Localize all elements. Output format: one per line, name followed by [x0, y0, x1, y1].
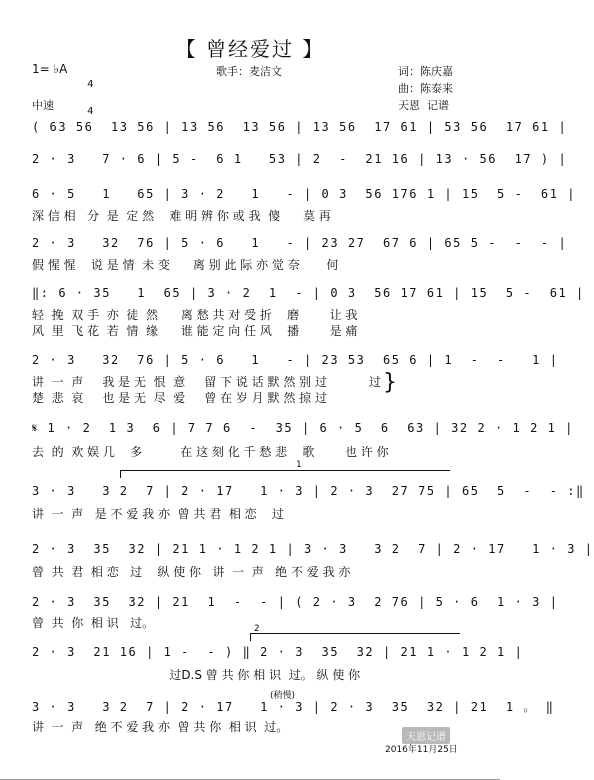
- notation-line: 2 · 3 21 16 | 1 - - ) ‖ 2 · 3 35 32 | 21 1 · 1 2 1 |: [32, 645, 524, 659]
- notation-line: 2 · 3 32 76 | 5 · 6 1 - | 23 53 65 6 | 1 - - 1 |: [32, 353, 559, 367]
- lyric-line: 风 里 飞 花 若 情 缘 谁 能 定 向 任 风 播 是 痛: [32, 324, 358, 338]
- volta-number-1: 1: [296, 460, 302, 470]
- watermark: 天恩记谱: [402, 727, 450, 744]
- lyric-line: 深 信 相 分 是 定 然 难 明 辨 你 或 我 傻 莫 再: [32, 209, 331, 223]
- lyric-line: 过D.S 曾 共 你 相 识 过。 纵 使 你: [32, 668, 361, 682]
- notation-line: 𝄋 1 · 2 1 3 6 | 7 7 6 - 35 | 6 · 5 6 63 | 32 2 · 1 2 1 |: [32, 421, 574, 435]
- volta-bracket-1-start: [120, 470, 121, 478]
- time-signature-top: 4: [87, 79, 94, 90]
- volta-number-2: 2: [254, 624, 260, 634]
- notation-line: ( 63 56 13 56 | 13 56 13 56 | 13 56 17 61 | 53 56 17 61 |: [32, 120, 568, 134]
- date-stamp: 2016年11月25日: [385, 745, 458, 755]
- notation-line: ‖: 6 · 35 1 65 | 3 · 2 1 - | 0 3 56 17 61 | 15 5 - 61 |: [32, 286, 585, 300]
- key-signature: 1= ♭A: [32, 62, 68, 76]
- lyric-line: 曾 共 君 相 恋 过 纵 使 你 讲 一 声 绝 不 爱 我 亦: [32, 565, 351, 579]
- lyric-brace: }: [383, 370, 397, 395]
- lyric-line: 讲 一 声 是 不 爱 我 亦 曾 共 君 相 恋 过: [32, 507, 284, 521]
- lyric-line: 轻 挽 双 手 亦 徒 然 离 愁 共 对 受 折 磨 让 我: [32, 308, 358, 322]
- composer: 曲：陈泰来: [398, 82, 453, 95]
- volta-bracket-2-start: [250, 633, 251, 641]
- notation-line: 3 · 3 3 2 7 | 2 · 17 1 · 3 | 2 · 3 35 32 | 21 1 。 ‖: [32, 700, 555, 714]
- singer: 歌手：麦洁文: [216, 65, 282, 78]
- notation-line: 2 · 3 32 76 | 5 · 6 1 - | 23 27 67 6 | 65 5 - - - |: [32, 236, 568, 250]
- volta-bracket-2: [250, 633, 460, 634]
- lyric-line: 假 惺 惺 说 是 情 未 变 离 别 此 际 亦 觉 奈 何: [32, 258, 339, 272]
- lyric-line: 曾 共 你 相 识 过。: [32, 616, 155, 630]
- tempo-change-marking: (稍慢): [270, 691, 296, 701]
- song-title: 【 曾经爱过 】: [175, 37, 325, 61]
- time-signature-bottom: 4: [87, 106, 94, 117]
- lyric-line: 楚 悲 哀 也 是 无 尽 爱 曾 在 岁 月 默 然 掠 过: [32, 391, 327, 405]
- notation-line: 6 · 5 1 65 | 3 · 2 1 - | 0 3 56 176 1 | 15 5 - 61 |: [32, 187, 577, 201]
- transcriber: 天恩 记谱: [398, 99, 449, 112]
- lyric-line: 讲 一 声 我 是 无 恨 意 留 下 说 话 默 然 别 过 过: [32, 375, 381, 389]
- notation-line: 3 · 3 3 2 7 | 2 · 17 1 · 3 | 2 · 3 27 75 | 65 5 - - :‖: [32, 484, 585, 498]
- lyricist: 词：陈庆嘉: [398, 65, 453, 78]
- lyric-line: 讲 一 声 绝 不 爱 我 亦 曾 共 你 相 识 过。: [32, 720, 289, 734]
- volta-bracket-1: [120, 470, 450, 471]
- notation-line: 2 · 3 35 32 | 21 1 · 1 2 1 | 3 · 3 3 2 7 | 2 · 17 1 · 3 |: [32, 542, 594, 556]
- tempo-marking: 中速: [32, 99, 54, 112]
- notation-line: 2 · 3 7 · 6 | 5 - 6 1 53 | 2 - 21 16 | 13 · 56 17 ) |: [32, 152, 568, 166]
- lyric-line: 去 的 欢 娱 几 多 在 这 刻 化 千 愁 悲 歌 也 许 你: [32, 445, 389, 459]
- notation-line: 2 · 3 35 32 | 21 1 - - | ( 2 · 3 2 76 | 5 · 6 1 · 3 |: [32, 595, 559, 609]
